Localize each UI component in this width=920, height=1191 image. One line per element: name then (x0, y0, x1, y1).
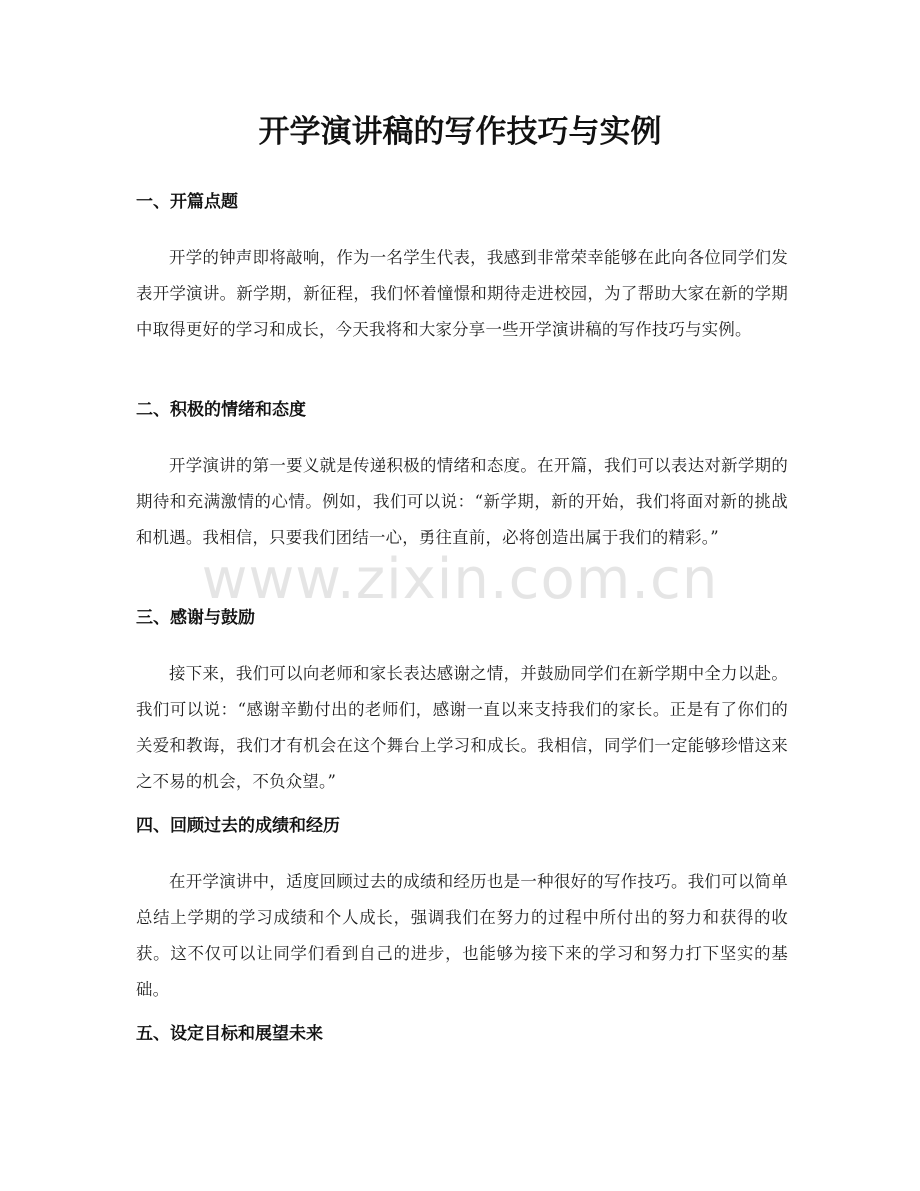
section-paragraph: 开学的钟声即将敲响，作为一名学生代表，我感到非常荣幸能够在此向各位同学们发表开学演讲。新学期，新征程，我们怀着憧憬和期待走进校园，为了帮助大家在新的学期中取得更好的学习和成长，今天我将和大家分享一些开学演讲稿的写作技巧与实例。 (136, 248, 788, 339)
section-goals-future (136, 1022, 788, 1046)
section-paragraph: 接下来，我们可以向老师和家长表达感谢之情，并鼓励同学们在新学期中全力以赴。我们可以说：“感谢辛勤付出的老师们，感谢一直以来支持我们的家长。正是有了你们的关爱和教诲，我们才有机会在这个舞台上学习和成长。我相信，同学们一定能够珍惜这来之不易的机会，不负众望。” (136, 664, 788, 791)
section-heading: 五、设定目标和展望未来 (136, 1024, 323, 1044)
section-positive-attitude (136, 398, 788, 556)
section-heading: 三、感谢与鼓励 (136, 608, 255, 628)
section-review-past (136, 814, 788, 1008)
document-title: 开学演讲稿的写作技巧与实例 (258, 114, 662, 150)
watermark: www.zixin.com.cn (201, 547, 719, 612)
section-heading: 一、开篇点题 (136, 192, 238, 212)
section-heading: 四、回顾过去的成绩和经历 (136, 816, 340, 836)
section-opening (136, 190, 788, 348)
section-heading: 二、积极的情绪和态度 (136, 400, 306, 420)
section-paragraph: 在开学演讲中，适度回顾过去的成绩和经历也是一种很好的写作技巧。我们可以简单总结上学期的学习成绩和个人成长，强调我们在努力的过程中所付出的努力和获得的收获。这不仅可以让同学们看到自己的进步，也能够为接下来的学习和努力打下坚实的基础。 (136, 872, 788, 999)
section-paragraph: 开学演讲的第一要义就是传递积极的情绪和态度。在开篇，我们可以表达对新学期的期待和充满激情的心情。例如，我们可以说：“新学期，新的开始，我们将面对新的挑战和机遇。我相信，只要我们团结一心，勇往直前，必将创造出属于我们的精彩。” (136, 456, 788, 547)
section-thanks-encouragement (136, 606, 788, 800)
